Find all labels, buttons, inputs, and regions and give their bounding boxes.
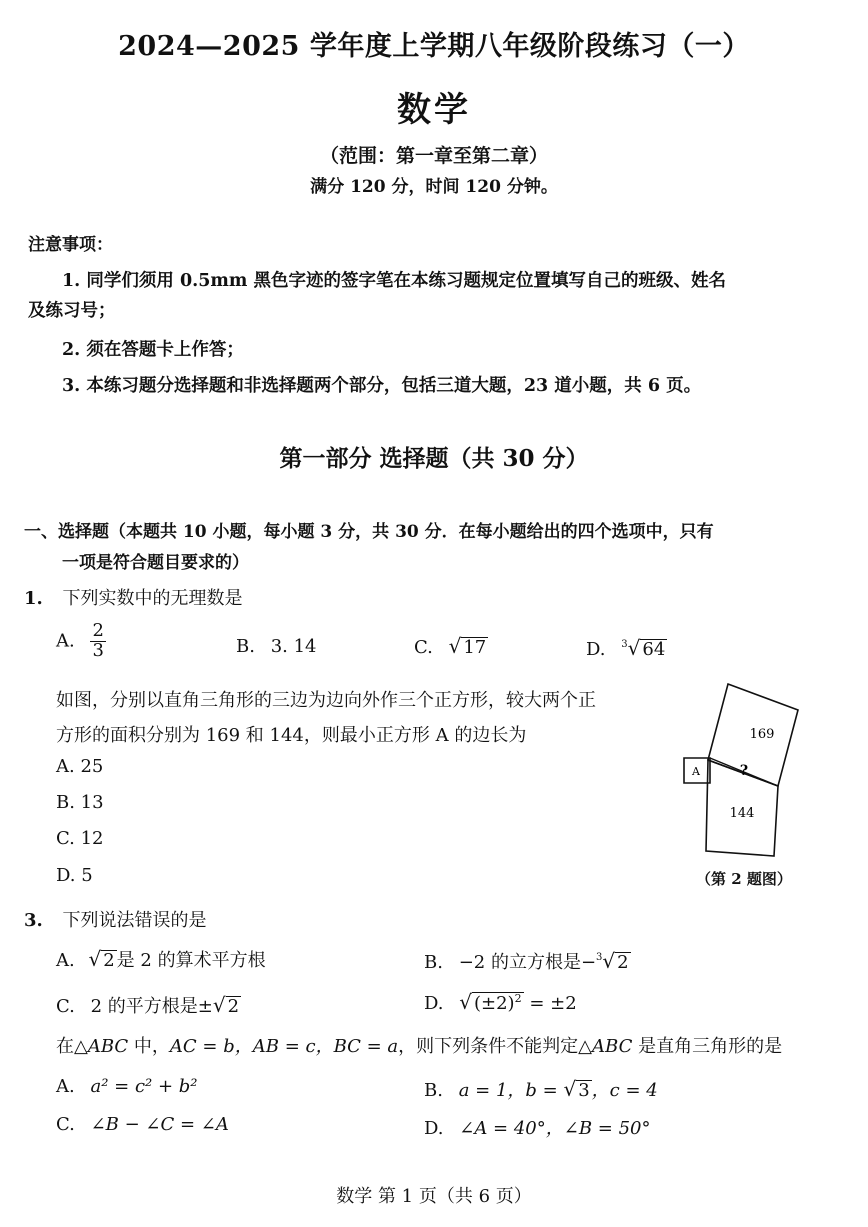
option-label: B. [424,952,443,973]
option-text: 是 2 的算术平方根 [116,950,266,971]
note-item-1: 1. 同学们须用 0.5mm 黑色字迹的签字笔在本练习题规定位置填写自己的班级、姓名 [62,271,727,291]
radical-sign: √ [627,636,641,660]
question-3-stem [24,906,207,932]
q3-option-c [56,992,241,1018]
q2-option-a: A. 25 [56,756,104,777]
radical-sign: √ [88,947,102,971]
q2-option-c: C. 12 [56,828,104,849]
section-title-cont: 一项是符合题目要求的） [62,553,249,573]
q3-option-a [56,946,266,972]
exam-title: 2024—2025 学年度上学期八年级阶段练习（一） [118,31,750,62]
question-number: 1. [24,588,43,609]
notes-heading: 注意事项： [28,235,113,255]
root-index: 3 [596,952,603,963]
subject-title: 数学 [397,90,471,130]
option-text: 2 的平方根是± [90,996,213,1017]
option-label: B. [424,1080,443,1101]
q4-option-b [424,1076,658,1102]
option-text: a = 1，b = [458,1080,564,1101]
radical-sign: √ [602,949,616,973]
option-text: ∠A = 40°，∠B = 50° [459,1118,651,1139]
option-label: B. [236,636,255,657]
option-label: D. [586,639,606,660]
radical-sign: √ [448,634,462,658]
option-label: A. [56,1076,75,1097]
radical-sign: √ [212,993,226,1017]
stem-part: ，则下列条件不能判定△ [398,1036,593,1057]
question-4-stem [56,1032,782,1058]
option-text: −2 的立方根是− [458,952,597,973]
radicand: 3 [578,1080,590,1101]
radicand-base: (±2) [474,993,515,1014]
option-label: C. [56,996,75,1017]
fraction [90,622,105,661]
option-label: D. [424,1118,444,1139]
option-text: a² = c² + b² [90,1076,198,1097]
radicand: 17 [463,637,487,658]
question-1-stem [24,584,243,610]
page-footer: 数学 第 1 页（共 6 页） [336,1186,532,1207]
question-text: 下列说法错误的是 [62,910,207,931]
radicand: 2 [617,952,629,973]
q1-option-a [56,622,106,661]
area-label-small: A [692,765,700,778]
radicand: 64 [642,639,666,660]
exam-scope: （范围：第一章至第二章） [319,145,548,167]
triangle-name: ABC [592,1036,633,1057]
root-index: 3 [621,639,628,650]
numerator: 2 [92,620,104,641]
option-text: = ±2 [523,993,577,1014]
stem-part: 在△ [56,1036,88,1057]
section-title: 一、选择题（本题共 10 小题，每小题 3 分，共 30 分．在每小题给出的四个选项中，只有 [24,522,714,542]
question-2-line-1: 如图，分别以直角三角形的三边为边向外作三个正方形，较大两个正 [56,690,596,711]
radicand: 2 [103,950,115,971]
radicand: 2 [227,996,240,1017]
question-number: 3. [24,910,43,931]
stem-part: 中， [128,1036,170,1057]
unknown-mark: ? [739,763,749,779]
stem-condition: AC = b，AB = c，BC = a [169,1036,399,1057]
note-item-2: 2. 须在答题卡上作答； [62,340,244,360]
q2-option-d: D. 5 [56,865,93,886]
note-item-1-cont: 及练习号； [28,301,116,321]
option-label: A. [56,630,75,652]
q3-option-d [424,990,577,1014]
q1-option-d [586,636,667,660]
question-text: 下列实数中的无理数是 [62,588,243,609]
q2-option-b: B. 13 [56,792,104,813]
option-label: D. [424,993,444,1014]
option-text: ∠B − ∠C = ∠A [90,1114,229,1135]
area-label-medium: 144 [729,806,755,821]
q1-option-b [236,636,317,657]
radicand [472,992,524,1014]
q2-figure [676,680,806,860]
area-label-large: 169 [749,727,775,742]
option-label: A. [56,950,75,971]
question-2-line-2: 方形的面积分别为 169 和 144，则最小正方形 A 的边长为 [56,725,527,746]
q4-option-a [56,1076,198,1097]
option-label: C. [56,1114,75,1135]
q3-option-b [424,948,631,974]
score-time: 满分 120 分，时间 120 分钟。 [310,177,558,197]
denominator: 3 [92,639,104,661]
part-title: 第一部分 选择题（共 30 分） [279,445,589,472]
figure-caption: （第 2 题图） [696,870,792,888]
note-item-3: 3. 本练习题分选择题和非选择题两个部分，包括三道大题，23 道小题，共 6 页。 [62,376,702,396]
q4-option-d [424,1114,651,1140]
q1-option-c [414,634,488,658]
radical-sign: √ [563,1077,577,1101]
radical-sign: √ [459,990,472,1014]
q4-option-c [56,1114,229,1135]
stem-part: 是直角三角形的是 [632,1036,783,1057]
option-label: C. [414,637,433,658]
exponent: 2 [514,992,522,1005]
option-text: ，c = 4 [591,1080,658,1101]
option-text: 3. 14 [270,636,317,657]
triangle-name: ABC [87,1036,129,1057]
